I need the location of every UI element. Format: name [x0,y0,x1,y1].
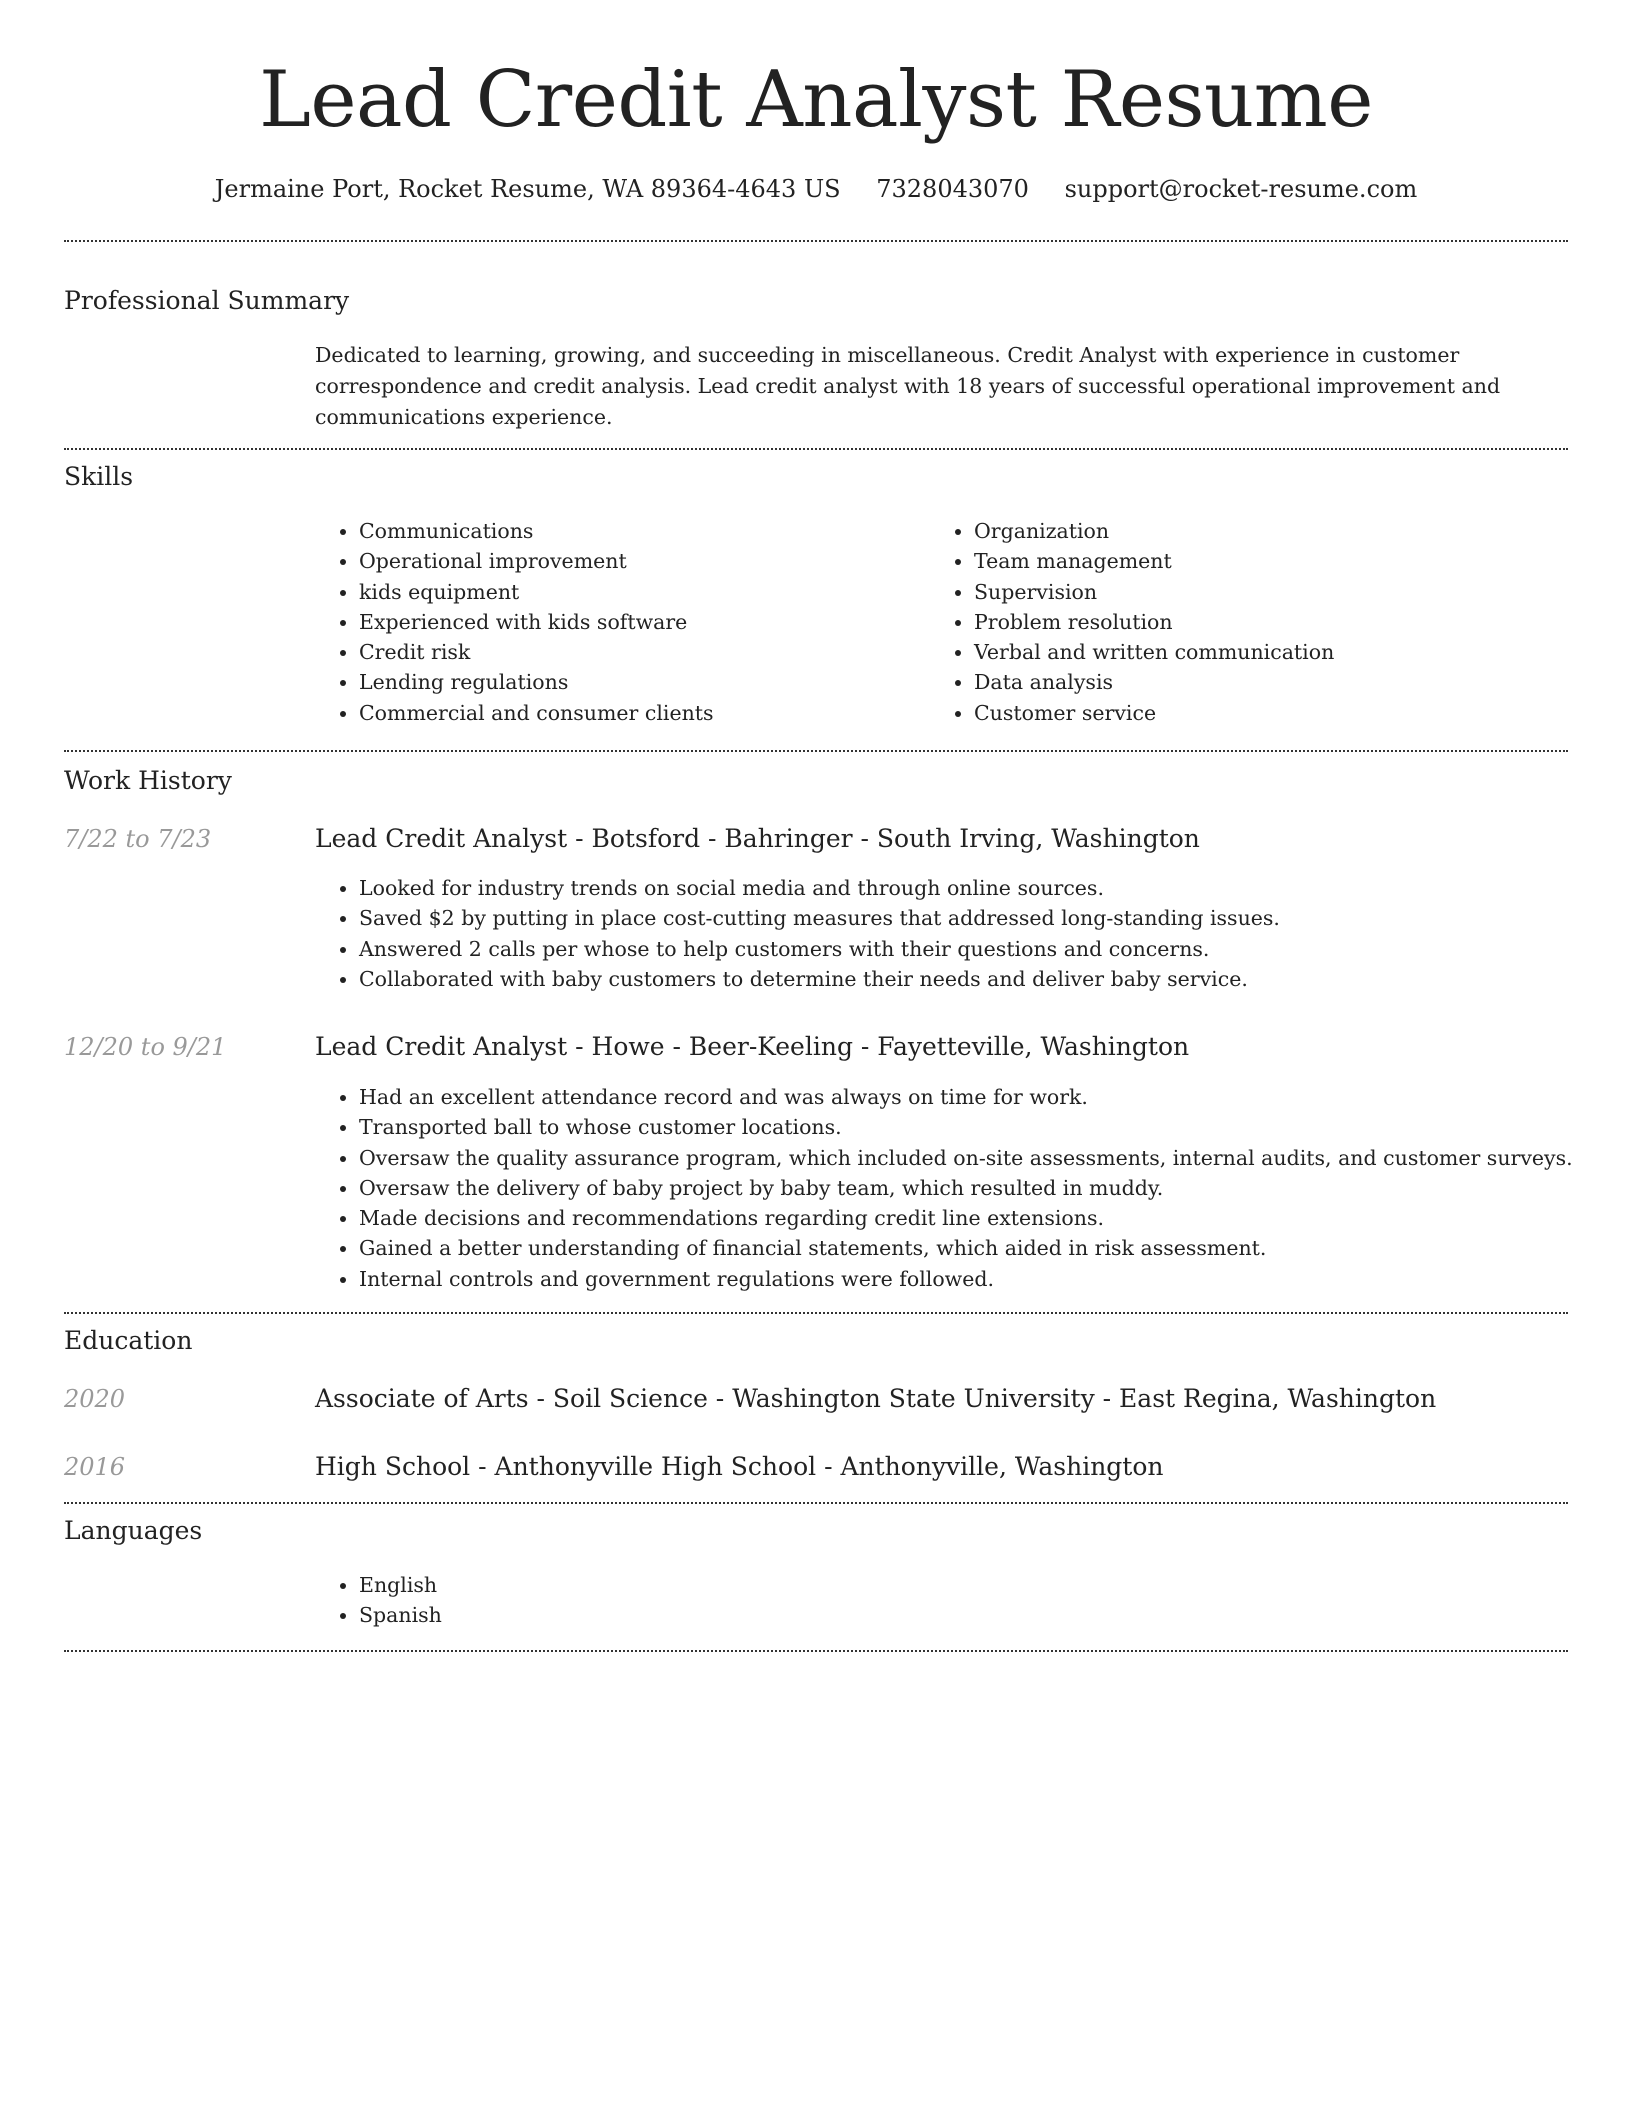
section-title-summary: Professional Summary [64,286,350,315]
education-entry: High School - Anthonyville High School - Anthonyville, Washington [315,1452,1164,1481]
job-title: Lead Credit Analyst - Botsford - Bahringer - South Irving, Washington [315,824,1200,853]
skill-item: • Supervision [974,577,1490,607]
section-title-languages: Languages [64,1516,203,1545]
divider [64,1650,1568,1652]
job-bullet: • Answered 2 calls per whose to help customers with their questions and concerns. [359,934,1575,964]
job-bullet: • Had an excellent attendance record and was always on time for work. [359,1082,1575,1112]
language-item: • Spanish [359,1600,1575,1630]
education-entry: Associate of Arts - Soil Science - Washington State University - East Regina, Washington [315,1384,1437,1413]
skill-item: • Experienced with kids software [359,607,875,637]
skill-item: • Lending regulations [359,667,875,697]
job-bullets [315,1082,1575,1294]
divider [64,448,1568,450]
skill-item: • Data analysis [974,667,1490,697]
job-bullet: • Oversaw the quality assurance program, which included on-site assessments, internal audits, and customer surveys. [359,1143,1575,1173]
skill-item: • kids equipment [359,577,875,607]
skill-item: • Credit risk [359,637,875,667]
page-title: Lead Credit Analyst Resume [259,55,1373,145]
job-bullet: • Saved $2 by putting in place cost-cutting measures that addressed long-standing issues. [359,903,1575,933]
job-dates: 12/20 to 9/21 [64,1033,227,1061]
section-title-education: Education [64,1326,193,1355]
skill-item: • Problem resolution [974,607,1490,637]
language-list [315,1570,1575,1631]
job-bullet: • Oversaw the delivery of baby project by baby team, which resulted in muddy. [359,1173,1575,1203]
skill-item: • Verbal and written communication [974,637,1490,667]
job-dates: 7/22 to 7/23 [64,825,212,853]
job-title: Lead Credit Analyst - Howe - Beer-Keeling - Fayetteville, Washington [315,1032,1190,1061]
job-bullets [315,873,1575,994]
skills-column-right [930,516,1490,728]
divider [64,750,1568,752]
skills-column-left [315,516,875,728]
skill-item: • Communications [359,516,875,546]
job-bullet: • Collaborated with baby customers to determine their needs and deliver baby service. [359,964,1575,994]
divider [64,1502,1568,1504]
skill-item: • Organization [974,516,1490,546]
job-bullet: • Transported ball to whose customer locations. [359,1112,1575,1142]
skill-item: • Customer service [974,698,1490,728]
summary-text: Dedicated to learning, growing, and succeeding in miscellaneous. Credit Analyst with experience in customer correspondence and credit analysis. Lead credit analyst with 18 years of successful operational improvement and communications experience. [315,343,1501,429]
education-year: 2020 [64,1385,126,1413]
contact-phone: 7328043070 [876,175,1029,203]
education-year: 2016 [64,1453,126,1481]
divider [64,240,1568,242]
skill-item: • Operational improvement [359,546,875,576]
contact-address: Jermaine Port, Rocket Resume, WA 89364-4643 US [214,175,841,203]
contact-email: support@rocket-resume.com [1064,175,1418,203]
job-bullet: • Gained a better understanding of financial statements, which aided in risk assessment. [359,1233,1575,1263]
section-title-skills: Skills [64,462,134,491]
job-bullet: • Made decisions and recommendations regarding credit line extensions. [359,1203,1575,1233]
job-bullet: • Internal controls and government regulations were followed. [359,1264,1575,1294]
divider [64,1312,1568,1314]
contact-line [64,172,1568,206]
language-item: • English [359,1570,1575,1600]
skill-item: • Team management [974,546,1490,576]
job-bullet: • Looked for industry trends on social media and through online sources. [359,873,1575,903]
section-title-work: Work History [64,766,232,795]
skill-item: • Commercial and consumer clients [359,698,875,728]
